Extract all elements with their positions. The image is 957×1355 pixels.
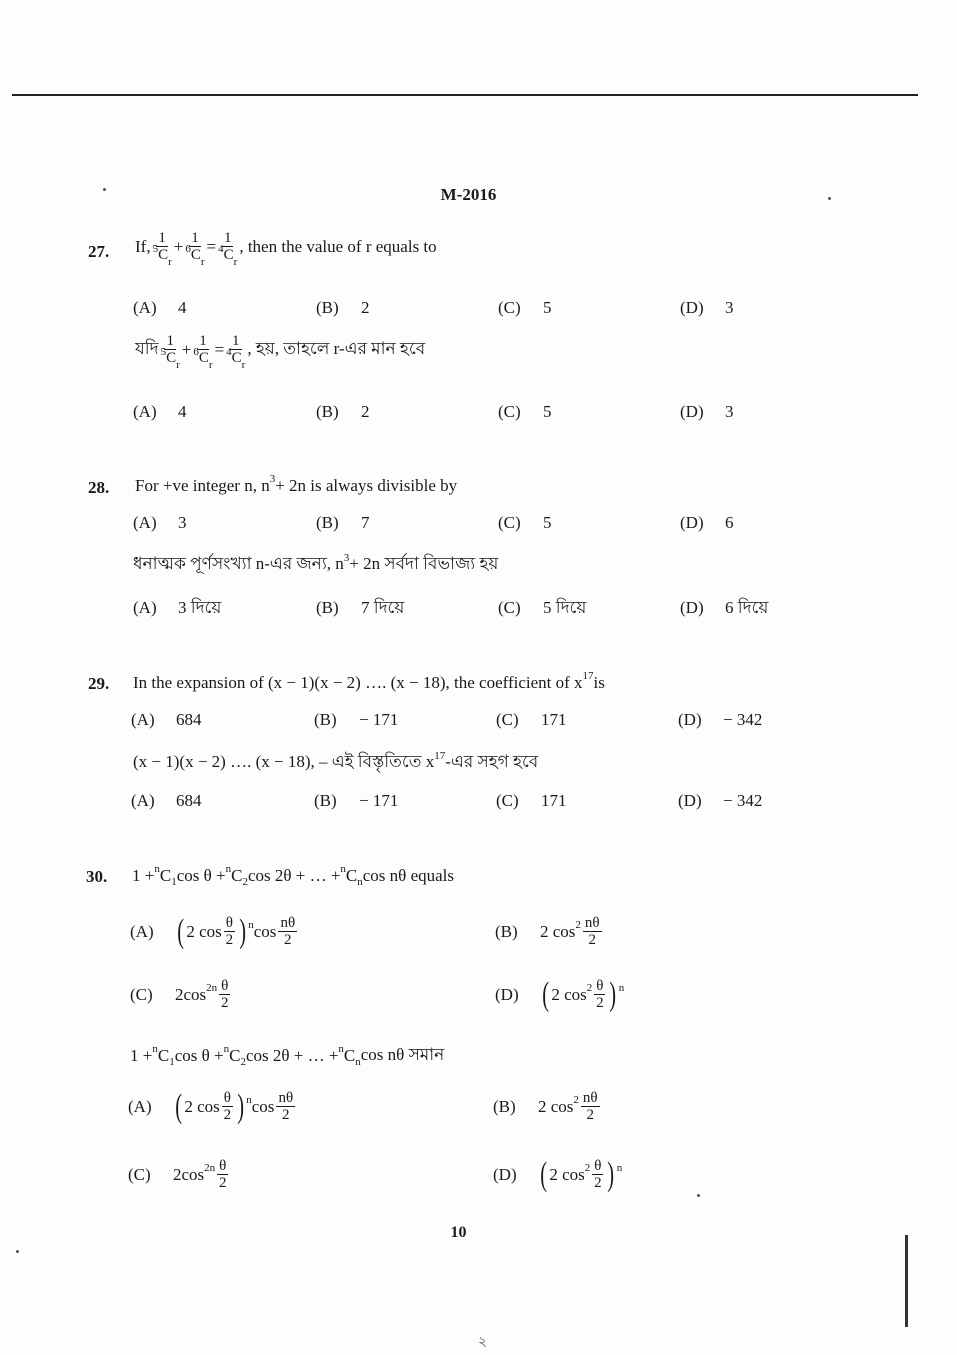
answer-option xyxy=(496,791,567,811)
math-text: cos xyxy=(251,1096,275,1116)
binomial-n: 5 xyxy=(152,243,159,255)
option-label: (B) xyxy=(316,298,339,317)
option-label: (C) xyxy=(498,513,521,532)
math-text: 2cos xyxy=(175,984,207,1004)
option-value: 5 দিয়ে xyxy=(543,598,587,617)
option-value: 3 xyxy=(725,298,734,317)
option-value: 5 xyxy=(543,298,552,317)
option-expression xyxy=(173,1158,230,1191)
answer-option xyxy=(680,595,768,623)
subscript: 2 xyxy=(240,1056,246,1068)
option-label: (A) xyxy=(133,513,157,532)
answer-option xyxy=(493,1090,602,1123)
fraction-numerator: nθ xyxy=(584,915,600,931)
superscript: 2 xyxy=(586,981,593,994)
fraction-denominator: 2 xyxy=(596,995,604,1011)
option-label: (D) xyxy=(680,513,704,532)
page-number: 10 xyxy=(450,1224,467,1241)
paper-code: M-2016 xyxy=(440,185,497,204)
option-label: (A) xyxy=(130,921,154,941)
superscript: n xyxy=(616,1161,623,1174)
binomial-fraction xyxy=(193,333,213,371)
math-text: C xyxy=(159,866,172,885)
option-value: 3 xyxy=(178,513,187,532)
answer-option xyxy=(314,791,398,811)
subscript: 1 xyxy=(169,1056,175,1068)
math-text: = xyxy=(206,237,217,256)
math-text: 2 cos xyxy=(551,984,587,1004)
math-text: 2 cos xyxy=(549,1164,585,1184)
option-value: 6 xyxy=(725,513,734,532)
option-value: 2 xyxy=(361,402,370,421)
math-text: C xyxy=(231,866,243,885)
q28-stem-bn xyxy=(133,551,498,579)
superscript: n xyxy=(338,1043,344,1055)
option-label: (A) xyxy=(133,402,157,421)
option-label: (D) xyxy=(495,984,519,1004)
option-expression xyxy=(175,978,232,1011)
option-value: 6 দিয়ে xyxy=(725,598,769,617)
superscript: 2 xyxy=(584,1161,591,1174)
fraction-denominator: 2 xyxy=(282,1107,290,1123)
option-label: (A) xyxy=(131,710,155,729)
fraction-denominator: 2 xyxy=(219,1175,227,1191)
option-label: (B) xyxy=(493,1096,516,1116)
scan-speck xyxy=(828,197,831,200)
answer-option xyxy=(128,1158,230,1191)
q29-stem-en xyxy=(133,670,605,693)
question-number-29: 29. xyxy=(88,674,110,693)
math-text: cos nθ সমান xyxy=(360,1045,445,1064)
answer-option xyxy=(133,595,221,623)
fraction xyxy=(581,1090,600,1123)
answer-option xyxy=(316,513,370,533)
math-text: + 2n সর্বদা বিভাজ্য হয় xyxy=(349,554,499,573)
option-label: (B) xyxy=(495,921,518,941)
math-text: (x − 1)(x − 2) …. (x − 18), – এই বিস্তৃতিতে x xyxy=(133,752,435,771)
answer-option xyxy=(496,710,567,730)
option-expression xyxy=(538,1090,602,1123)
math-text: 1 + xyxy=(130,1046,153,1065)
subscript: n xyxy=(355,1056,361,1068)
answer-option xyxy=(678,710,762,730)
subscript: n xyxy=(357,876,363,888)
math-text: 1 + xyxy=(132,866,155,885)
superscript: n xyxy=(154,863,160,875)
answer-option xyxy=(131,791,202,811)
option-label: (C) xyxy=(128,1164,151,1184)
option-value: − 342 xyxy=(723,710,763,729)
fraction-denominator: 2 xyxy=(586,1107,595,1123)
math-text: + xyxy=(181,340,192,359)
math-text: 2cos xyxy=(173,1164,205,1184)
superscript: n xyxy=(618,981,625,994)
q28-stem-en xyxy=(135,473,458,496)
math-text: cos θ + xyxy=(176,866,226,885)
binomial-coefficient xyxy=(152,243,172,268)
q27-stem-bn xyxy=(135,333,426,371)
math-text: C xyxy=(343,1046,356,1065)
fraction xyxy=(592,1158,603,1191)
math-text: 2 cos xyxy=(184,1096,220,1116)
fraction xyxy=(224,915,235,948)
math-text: cos nθ equals xyxy=(362,866,454,885)
binomial-c: C xyxy=(190,247,201,263)
superscript: n xyxy=(246,1093,252,1106)
binomial-fraction xyxy=(152,230,172,268)
scan-speck xyxy=(103,188,106,191)
option-label: (B) xyxy=(314,791,337,810)
option-value: 684 xyxy=(176,710,202,729)
superscript: 2n xyxy=(204,1161,216,1174)
fraction xyxy=(222,1090,233,1123)
option-expression xyxy=(540,975,625,1013)
answer-option xyxy=(316,595,404,623)
math-text: 2 cos xyxy=(538,1096,574,1116)
fraction-denominator: 2 xyxy=(284,932,292,948)
option-label: (B) xyxy=(316,598,339,617)
answer-option xyxy=(316,402,370,422)
q30-stem-en xyxy=(132,863,454,888)
math-text: For +ve integer n, n xyxy=(135,476,270,495)
fraction xyxy=(276,1090,295,1123)
answer-option xyxy=(678,791,762,811)
option-value: 4 xyxy=(178,402,187,421)
option-label: (C) xyxy=(498,298,521,317)
answer-option xyxy=(314,710,398,730)
binomial-r: r xyxy=(208,359,213,371)
superscript: 17 xyxy=(434,750,446,762)
fraction-numerator: θ xyxy=(221,978,229,994)
option-value: 7 xyxy=(361,513,370,532)
binomial-n: 6 xyxy=(193,346,199,358)
scan-speck xyxy=(16,1250,19,1253)
answer-option xyxy=(498,513,552,533)
answer-option xyxy=(495,975,625,1013)
option-label: (D) xyxy=(678,710,702,729)
fraction-numerator: θ xyxy=(225,915,233,931)
superscript: 2n xyxy=(206,981,218,994)
fraction xyxy=(583,915,602,948)
binomial-n: 5 xyxy=(160,346,167,358)
option-label: (A) xyxy=(128,1096,152,1116)
fraction-denominator: 2 xyxy=(221,995,229,1011)
fraction-denominator: 2 xyxy=(588,932,597,948)
option-value: 4 xyxy=(178,298,187,317)
option-label: (C) xyxy=(498,402,521,421)
parenthesis: ( xyxy=(175,1087,183,1125)
option-expression xyxy=(175,912,299,950)
answer-option xyxy=(493,1155,623,1193)
option-label: (B) xyxy=(316,513,339,532)
option-label: (C) xyxy=(130,984,153,1004)
math-text: cos 2θ + … + xyxy=(245,1046,339,1065)
parenthesis: ( xyxy=(542,975,550,1013)
fraction-numerator: 1 xyxy=(223,230,232,246)
superscript: n xyxy=(340,863,346,875)
answer-option xyxy=(133,298,187,318)
math-text: ধনাত্মক পূর্ণসংখ্যা n-এর জন্য, n xyxy=(133,554,344,573)
q30-stem-bn xyxy=(130,1042,444,1070)
header-rule xyxy=(12,94,918,96)
answer-option xyxy=(130,978,232,1011)
option-label: (C) xyxy=(498,598,521,617)
fraction-numerator: θ xyxy=(223,1090,231,1106)
option-label: (A) xyxy=(133,598,157,617)
math-text: C xyxy=(157,1046,170,1065)
superscript: 3 xyxy=(269,473,276,485)
answer-option xyxy=(316,298,370,318)
binomial-c: C xyxy=(223,247,234,263)
math-text: is xyxy=(593,673,605,692)
footer-mark: ২ xyxy=(478,1335,488,1350)
answer-option xyxy=(680,402,734,422)
binomial-n: 6 xyxy=(185,243,191,255)
option-value: 3 xyxy=(725,402,734,421)
option-label: (C) xyxy=(496,710,519,729)
fraction xyxy=(594,978,605,1011)
math-text: যদি xyxy=(135,339,159,358)
fraction-numerator: 1 xyxy=(232,333,240,349)
binomial-fraction xyxy=(185,230,205,268)
binomial-coefficient xyxy=(160,346,180,371)
math-text: If, xyxy=(135,237,151,256)
option-expression xyxy=(538,1155,623,1193)
binomial-r: r xyxy=(168,256,172,268)
question-number-30: 30. xyxy=(86,867,108,886)
option-label: (A) xyxy=(133,298,157,317)
binomial-coefficient xyxy=(218,243,238,268)
superscript: 2 xyxy=(573,1093,579,1106)
option-label: (A) xyxy=(131,791,155,810)
binomial-fraction xyxy=(160,333,180,371)
answer-option xyxy=(133,402,187,422)
math-text: In the expansion of (x − 1)(x − 2) …. (x − 18), the coefficient of x xyxy=(133,673,583,692)
answer-option xyxy=(130,912,299,950)
option-label: (D) xyxy=(678,791,702,810)
binomial-n: 4 xyxy=(226,346,232,358)
fraction-numerator: nθ xyxy=(278,1090,294,1106)
question-number-27: 27. xyxy=(88,242,110,261)
fraction-numerator: 1 xyxy=(199,333,207,349)
option-label: (D) xyxy=(680,298,704,317)
superscript: n xyxy=(248,918,254,931)
binomial-fraction xyxy=(226,333,246,371)
option-value: 2 xyxy=(361,298,370,317)
binomial-n: 4 xyxy=(218,243,224,255)
binomial-coefficient xyxy=(226,346,246,371)
math-text: cos θ + xyxy=(174,1046,224,1065)
math-text: , then the value of r equals to xyxy=(239,237,437,256)
math-text: cos xyxy=(253,921,277,941)
fraction xyxy=(219,978,230,1011)
fraction-numerator: 1 xyxy=(191,230,199,246)
binomial-c: C xyxy=(166,350,177,366)
option-value: − 342 xyxy=(723,791,763,810)
option-value: − 171 xyxy=(359,791,399,810)
math-text: C xyxy=(345,866,358,885)
option-value: 171 xyxy=(541,710,567,729)
answer-option xyxy=(128,1087,297,1125)
option-expression xyxy=(540,915,604,948)
superscript: 17 xyxy=(582,670,594,682)
option-value: 684 xyxy=(176,791,202,810)
subscript: 2 xyxy=(242,876,248,888)
superscript: n xyxy=(223,1043,230,1055)
math-text: cos 2θ + … + xyxy=(247,866,341,885)
fraction-numerator: θ xyxy=(594,1158,602,1174)
parenthesis: ) xyxy=(609,975,617,1013)
fraction-denominator: 2 xyxy=(594,1175,602,1191)
option-label: (D) xyxy=(493,1164,517,1184)
binomial-r: r xyxy=(241,359,246,371)
answer-option xyxy=(680,298,734,318)
binomial-fraction xyxy=(218,230,238,268)
option-value: 5 xyxy=(543,513,552,532)
fraction xyxy=(217,1158,228,1191)
answer-option xyxy=(498,402,552,422)
math-text: C xyxy=(229,1046,241,1065)
math-text: , হয়, তাহলে r-এর মান হবে xyxy=(247,339,426,358)
math-text: + xyxy=(173,237,184,256)
binomial-c: C xyxy=(231,350,242,366)
option-value: 7 দিয়ে xyxy=(361,598,405,617)
answer-option xyxy=(133,513,187,533)
superscript: 3 xyxy=(343,552,350,564)
fraction-numerator: nθ xyxy=(280,915,296,931)
math-text: 2 cos xyxy=(186,921,222,941)
superscript: 2 xyxy=(575,918,581,931)
option-label: (B) xyxy=(316,402,339,421)
binomial-r: r xyxy=(233,256,238,268)
answer-option xyxy=(495,915,604,948)
fraction-numerator: θ xyxy=(219,1158,227,1174)
q29-stem-bn xyxy=(133,749,538,777)
scan-edge-mark xyxy=(905,1235,908,1327)
scan-speck xyxy=(697,1194,700,1197)
option-value: 3 দিয়ে xyxy=(178,598,222,617)
question-number-28: 28. xyxy=(88,478,110,497)
parenthesis: ( xyxy=(540,1155,548,1193)
option-value: − 171 xyxy=(359,710,399,729)
subscript: 1 xyxy=(171,876,177,888)
parenthesis: ) xyxy=(237,1087,244,1125)
option-label: (D) xyxy=(680,598,704,617)
binomial-coefficient xyxy=(185,243,205,268)
answer-option xyxy=(680,513,734,533)
option-expression xyxy=(173,1087,297,1125)
option-label: (C) xyxy=(496,791,519,810)
fraction-denominator: 2 xyxy=(223,1107,232,1123)
superscript: n xyxy=(152,1043,158,1055)
fraction-numerator: nθ xyxy=(582,1090,598,1106)
option-label: (D) xyxy=(680,402,704,421)
answer-option xyxy=(131,710,202,730)
parenthesis: ) xyxy=(607,1155,615,1193)
math-text: + 2n is always divisible by xyxy=(275,476,458,495)
math-text: = xyxy=(214,340,225,359)
binomial-c: C xyxy=(158,247,169,263)
answer-option xyxy=(498,595,586,623)
answer-option xyxy=(498,298,552,318)
fraction-numerator: θ xyxy=(596,978,604,994)
binomial-coefficient xyxy=(193,346,213,371)
binomial-r: r xyxy=(200,256,205,268)
superscript: n xyxy=(225,863,232,875)
fraction-numerator: 1 xyxy=(158,230,166,246)
fraction-numerator: 1 xyxy=(166,333,174,349)
parenthesis: ( xyxy=(177,912,185,950)
parenthesis: ) xyxy=(239,912,246,950)
math-text: -এর সহগ হবে xyxy=(445,752,539,771)
binomial-c: C xyxy=(198,350,209,366)
fraction-denominator: 2 xyxy=(225,932,234,948)
fraction xyxy=(278,915,297,948)
binomial-r: r xyxy=(176,359,180,371)
q27-stem-en xyxy=(135,230,437,268)
math-text: 2 cos xyxy=(540,921,576,941)
option-value: 171 xyxy=(541,791,567,810)
option-label: (B) xyxy=(314,710,337,729)
option-value: 5 xyxy=(543,402,552,421)
